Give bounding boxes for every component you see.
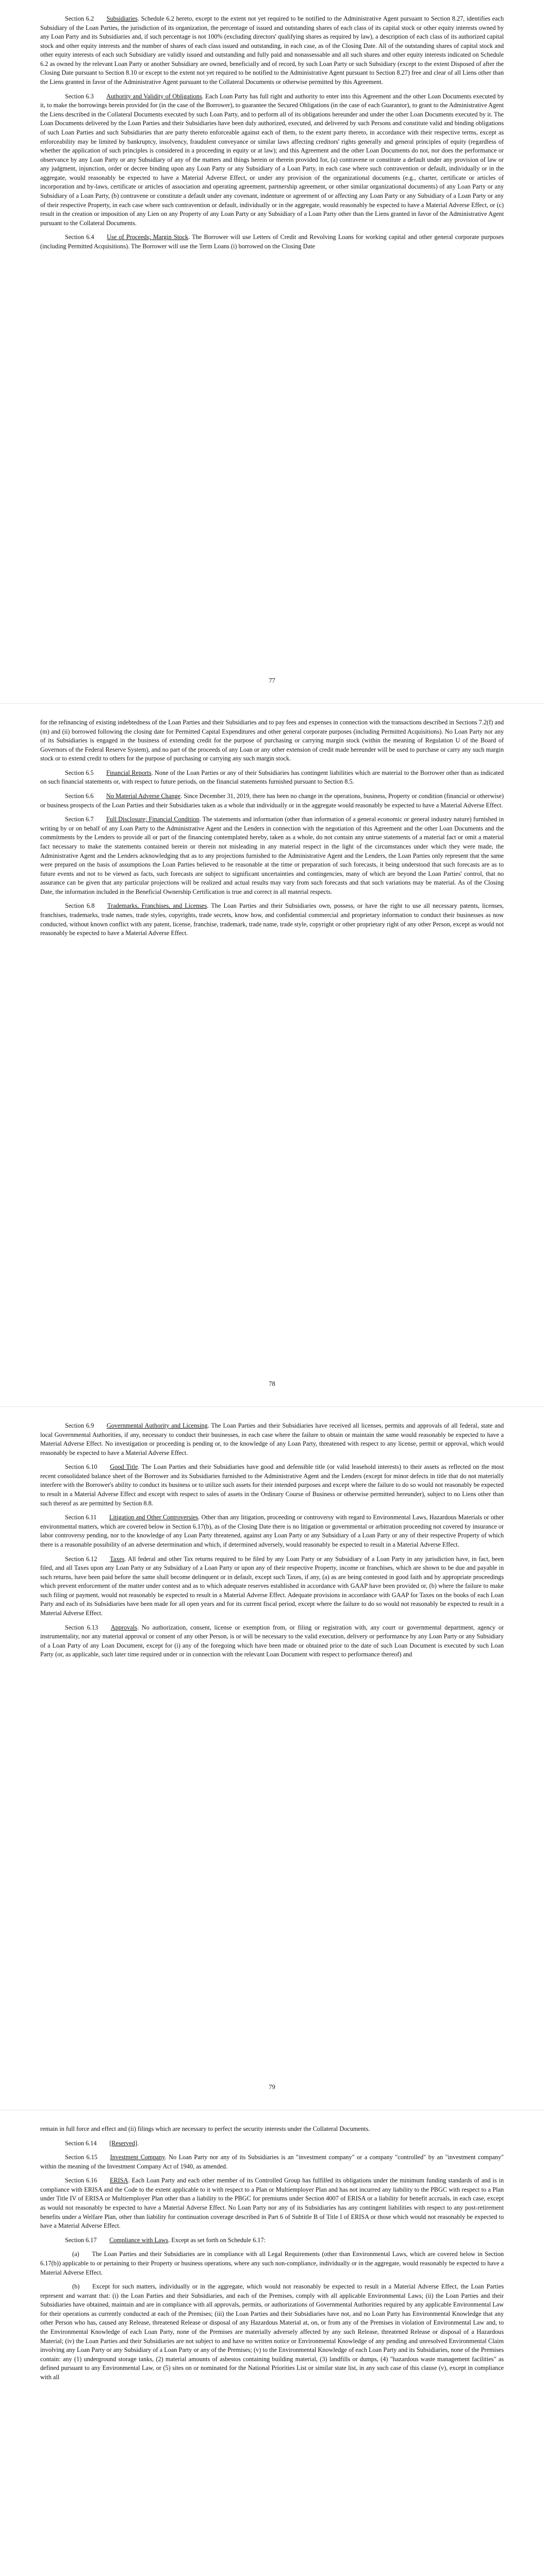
section-text: . Since December 31, 2019, there has been no change in the operations, business, Property or condition (financial or otherwise) or business prospects of the Loan Parties and their Subsidiaries taken as a whole that individually or in the aggregate would reasonably be expected to have a Material Adverse Effect. — [40, 792, 504, 809]
section-number: Section 6.17 — [65, 2236, 97, 2244]
document-page — [0, 1406, 544, 2110]
section-text: for the refinancing of existing indebtedness of the Loan Parties and their Subsidiaries and to pay fees and expenses in connection with the transactions described in Sections 7.2(f) and (m) and (ii) borrowed following the closing date for Permitted Capital Expenditures and other general corporate purposes (including Permitted Acquisitions). No Loan Party nor any of its Subsidiaries is engaged in the business of extending credit for the purpose of purchasing or carrying margin stock (within the meaning of Regulation U of the Board of Governors of the Federal Reserve System), and no part of the proceeds of any Loan or any other extension of credit made hereunder will be used to purchase or carry any such margin stock or to extend credit to others for the purpose of purchasing or carrying any such margin stock. — [40, 719, 504, 762]
section-paragraph — [40, 1513, 504, 1549]
section-heading: Financial Reports — [106, 769, 152, 776]
continued-paragraph — [40, 2125, 504, 2134]
section-paragraph — [40, 233, 504, 251]
document-page — [0, 703, 544, 1406]
document-page — [0, 2110, 544, 2576]
section-heading: Compliance with Laws — [109, 2236, 169, 2244]
section-paragraph — [40, 2250, 504, 2277]
section-heading: Approvals — [110, 1623, 137, 1631]
section-paragraph — [40, 769, 504, 787]
section-text: . The Borrower will use Letters of Credit and Revolving Loans for working capital and other general corporate purposes (including Permitted Acquisitions). The Borrower will use the Term Loans (i) borrowed on the Closing Date — [40, 233, 504, 250]
section-heading: Taxes — [109, 1555, 125, 1563]
section-text: . Schedule 6.2 hereto, except to the extent not yet required to be notified to the Administrative Agent pursuant to Section 8.27, identifies each Subsidiary of the Loan Parties, the jurisdiction of its organization, the percentage of issued and outstanding shares of each class of its capital stock or other equity interests owned by any Loan Party and its Subsidiaries and, if such percentage is not 100% (excluding directors' qualifying shares as required by law), a description of each class of its authorized capital stock and other equity interests and the number of shares of each class issued and outstanding, in each case, as of the Closing Date. All of the outstanding shares of capital stock and other equity interests of each such Subsidiary are validly issued and outstanding and fully paid and nonassessable and all such shares and other equity interests indicated on Schedule 6.2 as owned by the relevant Loan Party or another Subsidiary are owned, beneficially and of record, by such Loan Party or such Subsidiary (except to the extent Disposed of after the Closing Date pursuant to Section 8.10 or except to the extent not yet required to be notified to the Administrative Agent pursuant to Section 8.27) free and clear of all Liens other than the Liens granted in favor of the Administrative Agent pursuant to the Collateral Documents or otherwise permitted by this Agreement. — [40, 15, 504, 86]
section-number: Section 6.14 — [65, 2139, 97, 2147]
section-text: . Each Loan Party has full right and authority to enter into this Agreement and the other Loan Documents executed by it, to make the borrowings herein provided for (in the case of the Borrower), to guarantee the Secured Obligations (in the case of each Guarantor), to grant to the Administrative Agent the Liens described in the Collateral Documents executed by such Loan Party, and to perform all of its obligations hereunder and under the other Loan Documents executed by it. The Loan Documents delivered by the Loan Parties and their Subsidiaries have been duly authorized, executed, and delivered by such Persons and constitute valid and binding obligations of such Loan Parties and such Subsidiaries that are party thereto enforceable against each of them, to the extent party thereto, in accordance with their respective terms, except as enforceability may be limited by bankruptcy, insolvency, fraudulent conveyance or similar laws affecting creditors' rights generally and general principles of equity (regardless of whether the application of such principles is considered in a proceeding in equity or at law); and this Agreement and the other Loan Documents do not, nor does the performance or observance by any Loan Party or any Subsidiary of any of the matters and things herein or therein provided for, (a) contravene or constitute a default under any provision of law or any judgment, injunction, order or decree binding upon any Loan Party or any Subsidiary of a Loan Party, in each case where such contravention or default, individually or in the aggregate, would reasonably be expected to have a Material Adverse Effect, or under any provision of the organizational documents (e.g., charter, certificate or articles of incorporation and by-laws, certificate or articles of association and operating agreement, partnership agreement, or other similar organizational documents) of any Loan Party or any Subsidiary of a Loan Party, (b) contravene or constitute a default under any covenant, indenture or agreement of or affecting any Loan Party or any Subsidiary of a Loan Party or any of their respective Property, in each case where such contravention or default, individually or in the aggregate, would reasonably be expected to have a Material Adverse Effect, or (c) result in the creation or imposition of any Lien on any Property of any Loan Party or any Subsidiary of a Loan Party other than the Liens granted in favor of the Administrative Agent pursuant to the Collateral Documents. — [40, 92, 504, 227]
section-text: remain in full force and effect and (ii) filings which are necessary to perfect the security interests under the Collateral Documents. — [40, 2125, 370, 2132]
page-number: 78 — [269, 1380, 275, 1387]
section-paragraph — [40, 2282, 504, 2382]
section-heading: Full Disclosure; Financial Condition — [106, 816, 200, 823]
section-heading: Use of Proceeds; Margin Stock — [107, 233, 189, 241]
section-heading: Litigation and Other Controversies — [109, 1514, 199, 1521]
section-paragraph — [40, 2139, 504, 2148]
section-number: (b) — [72, 2283, 80, 2291]
section-paragraph — [40, 2236, 504, 2245]
section-number: Section 6.7 — [65, 816, 94, 823]
section-paragraph — [40, 2176, 504, 2230]
section-text: . No Loan Party nor any of its Subsidiaries is an "investment company" or a company "controlled" by an "investment company" within the meaning of the Investment Company Act of 1940, as amended. — [40, 2154, 504, 2170]
section-paragraph — [40, 92, 504, 228]
section-heading: Trademarks, Franchises, and Licenses — [107, 902, 207, 910]
section-paragraph — [40, 14, 504, 87]
section-number: Section 6.4 — [65, 233, 94, 241]
section-number: Section 6.10 — [65, 1463, 97, 1471]
section-number: Section 6.8 — [65, 902, 95, 910]
section-paragraph — [40, 902, 504, 938]
section-number: Section 6.3 — [65, 92, 94, 100]
section-paragraph — [40, 815, 504, 896]
section-paragraph — [40, 1623, 504, 1659]
section-number: Section 6.12 — [65, 1555, 97, 1563]
section-number: Section 6.9 — [65, 1422, 94, 1429]
section-paragraph — [40, 2153, 504, 2171]
section-text: . Except as set forth on Schedule 6.17: — [168, 2236, 266, 2244]
section-number: Section 6.2 — [65, 15, 94, 22]
section-text: . The Loan Parties and their Subsidiaries have good and defensible title (or valid leasehold interests) to their assets as reflected on the most recent consolidated balance sheet of the Borrower and its Subsidiaries furnished to the Administrative Agent and the Lenders (except for minor defects in title that do not materially interfere with the Borrower's ability to conduct its business or to utilize such assets for their intended purposes and except where the failure to do so would not reasonably be expected to result in a Material Adverse Effect and except with respect to sales of assets in the Ordinary Course of Business or otherwise permitted hereunder), subject to no Liens other than such thereof as are permitted by Section 8.8. — [40, 1463, 504, 1507]
section-text: Except for such matters, individually or in the aggregate, which would not reasonably be expected to result in a Material Adverse Effect, the Loan Parties represent and warrant that: (i) the Loan Parties and their Subsidiaries, and each of the Premises, comply with all applicable Environmental Laws; (ii) the Loan Parties and their Subsidiaries have obtained, maintain and are in compliance with all approvals, permits, or authorizations of Governmental Authorities required by any applicable Environmental Law for their operations as currently conducted at each of the Premises; (iii) the Loan Parties and their Subsidiaries have not, and no Loan Party has Environmental Knowledge that any other Person who has, caused any Release, threatened Release or disposal of any Hazardous Material at, on, or from any of the Premises in violation of Environmental Law and, to the Environmental Knowledge of each Loan Party, none of the Premises are materially adversely affected by any such Release, threatened Release or disposal of a Hazardous Material; (iv) the Loan Parties and their Subsidiaries are not subject to and have no written notice or Environmental Knowledge of any pending and unresolved Environmental Claim involving any Loan Party or any Subsidiary of a Loan Party or any of the Premises; (v) to the Environmental Knowledge of each Loan Party and its Subsidiaries, none of the Premises contain: any (1) underground storage tanks, (2) material amounts of asbestos containing building material, (3) landfills or dumps, (4) "hazardous waste management facilities" as defined pursuant to any Environmental Law, or (5) sites on or nominated for the National Priorities List or similar state list, in any such case of this clause (v), except in compliance with all — [40, 2283, 504, 2381]
document-page — [0, 0, 544, 703]
section-text: . The statements and information (other than information of a general economic or general industry nature) furnished in writing by or on behalf of any Loan Party to the Administrative Agent and the Lenders in connection with the negotiation of this Agreement and the other Loan Documents and the commitments by the Lenders to provide all or part of the financing contemplated hereby, taken as a whole, do not contain any untrue statements of a material fact or omit a material fact necessary to make the statements contained herein or therein not misleading in any material respect in the light of the circumstances under which they were made, the Administrative Agent and the Lenders acknowledging that as to any projections furnished to the Administrative Agent and the Lenders, the Loan Parties only represent that the same were prepared on the basis of assumptions the Loan Parties believed to be reasonable at the time or preparation of such forecasts, it being understood that such forecasts are as to future events and not to be viewed as facts, such forecasts are subject to significant uncertainties and contingencies, many of which are beyond the Loan Parties' control, that no assurance can be given that any particular projections will be realized and actual results may vary from such forecasts and that such variations may be material. As of the Closing Date, the information included in the Beneficial Ownership Certification is true and correct in all material respects. — [40, 816, 504, 895]
section-number: Section 6.11 — [65, 1514, 97, 1521]
section-text: . — [137, 2139, 139, 2147]
section-number: Section 6.15 — [65, 2154, 97, 2161]
section-text: . None of the Loan Parties or any of their Subsidiaries has contingent liabilities which are material to the Borrower other than as indicated on such financial statements or, with respect to future periods, on the financial statements furnished pursuant to Section 8.5. — [40, 769, 504, 786]
section-text: . The Loan Parties and their Subsidiaries have received all licenses, permits and approvals of all federal, state and local Governmental Authorities, if any, necessary to conduct their businesses, in each case where the failure to obtain or maintain the same would reasonably be expected to have a Material Adverse Effect. No investigation or proceeding is pending or, to the knowledge of any Loan Party, threatened with respect to any license, permit or approval, which would reasonably be expected to have a Material Adverse Effect. — [40, 1422, 504, 1456]
section-text: The Loan Parties and their Subsidiaries are in compliance with all Legal Requirements (other than Environmental Laws, which are covered below in Section 6.17(b)) applicable to or pertaining to their Property or business operations, where any such non-compliance, individually or in the aggregate, would reasonably be expected to have a Material Adverse Effect. — [40, 2250, 504, 2276]
page-number: 79 — [269, 2083, 275, 2091]
section-number: Section 6.5 — [65, 769, 94, 776]
section-heading: [Reserved] — [109, 2139, 138, 2147]
section-paragraph — [40, 792, 504, 810]
section-number: Section 6.16 — [65, 2177, 97, 2184]
section-text: . Other than any litigation, proceeding or controversy with regard to Environmental Laws, Hazardous Materials or other environmental matters, which are covered below in Section 6.17(b), as of the Closing Date there is no litigation or governmental or arbitration proceeding not covered by insurance or labor controversy pending, nor to the knowledge of any Loan Party threatened, against any Loan Party or any Subsidiary of a Loan Party or any of their respective Property of which there is a reasonable possibility of an adverse determination and which, if determined adversely, would reasonably be expected to result in a Material Adverse Effect. — [40, 1514, 504, 1548]
section-heading: No Material Adverse Change — [106, 792, 180, 800]
continued-paragraph — [40, 718, 504, 764]
section-heading: ERISA — [109, 2177, 128, 2184]
section-text: . Each Loan Party and each other member of its Controlled Group has fulfilled its obligations under the minimum funding standards of and is in compliance with ERISA and the Code to the extent applicable to it with respect to a Plan or Multiemployer Plan and has not incurred any liability to the PBGC with respect to a Plan under Title IV of ERISA or Multiemployer Plan other than a liability to the PBGC for premiums under Section 4007 of ERISA or a liability for benefit accruals, in each case, except as would not reasonably be expected to have a Material Adverse Effect. No Loan Party nor any of its Subsidiaries has any contingent liabilities with respect to any post-retirement benefits under a Welfare Plan, other than liability for continuation coverage described in Part 6 of Subtitle B of Title I of ERISA or those which would not reasonably be expected to have a Material Adverse Effect. — [40, 2177, 504, 2230]
section-heading: Subsidiaries — [106, 15, 138, 22]
section-number: (a) — [72, 2250, 79, 2258]
section-heading: Good Title — [110, 1463, 138, 1471]
section-text: . All federal and other Tax returns required to be filed by any Loan Party or any Subsidiary of a Loan Party in any jurisdiction have, in fact, been filed, and all Taxes upon any Loan Party or any Subsidiary of a Loan Party or upon any of their respective Property, income or franchises, which are shown to be due and payable in such returns, have been paid before the same shall become delinquent or in default, except such Taxes, if any, (a) as are being contested in good faith and by appropriate proceedings which prevent enforcement of the matter under contest and as to which adequate reserves established in accordance with GAAP have been provided or, (b) where the failure to make such filing or payment, would not reasonably be expected to result in a Material Adverse Effect. Adequate provisions in accordance with GAAP for Taxes on the books of each Loan Party and each of its Subsidiaries have been made for all open years and for its current fiscal period, except where the failure to do so would not reasonably be expected to result in a Material Adverse Effect. — [40, 1555, 504, 1617]
section-paragraph — [40, 1555, 504, 1618]
section-heading: Governmental Authority and Licensing — [106, 1422, 208, 1429]
section-paragraph — [40, 1421, 504, 1458]
section-text: . No authorization, consent, license or exemption from, or filing or registration with, any court or governmental department, agency or instrumentality, nor any material approval or consent of any other Person, is or will be necessary to the valid execution, delivery or performance by any Loan Party or any Subsidiary of a Loan Party of any Loan Document, except for (i) any of the foregoing which have been made or obtained prior to the date of such Loan Document is executed by such Loan Party (or, as applicable, such later time required under or in connection with the relevant Loan Document with respect to performance thereof) and — [40, 1623, 504, 1658]
section-heading: Authority and Validity of Obligations — [106, 92, 202, 100]
page-number: 77 — [269, 677, 275, 684]
section-heading: Investment Company — [110, 2154, 165, 2161]
section-paragraph — [40, 1463, 504, 1508]
section-text: . The Loan Parties and their Subsidiaries own, possess, or have the right to use all necessary patents, licenses, franchises, trademarks, trade names, trade styles, copyrights, trade secrets, know how, and confidential commercial and proprietary information to conduct their businesses as now conducted, without known conflict with any patent, license, franchise, trademark, trade name, trade style, copyright or other proprietary right of any other Person, except as would not reasonably be expected to have a Material Adverse Effect. — [40, 902, 504, 937]
section-number: Section 6.13 — [65, 1623, 98, 1631]
section-number: Section 6.6 — [65, 792, 94, 800]
